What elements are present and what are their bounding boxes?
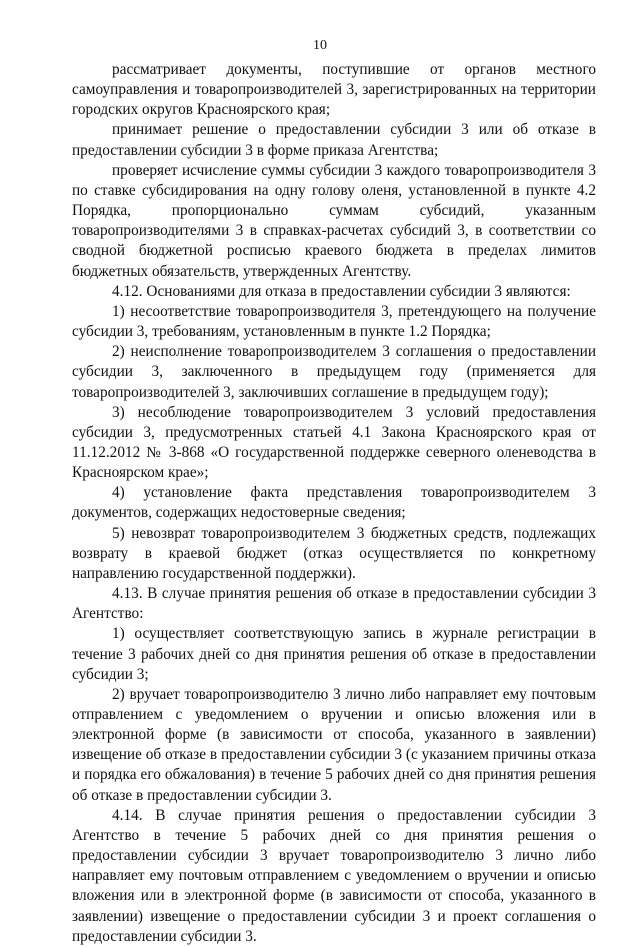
paragraph-decision: принимает решение о предоставлении субсидии 3 или об отказе в предоставлении субсидии 3 в форме приказа Агентства; [72,121,596,159]
paragraph-refusal-reason-2: 2) неисполнение товаропроизводителем 3 соглашения о предоставлении субсидии 3, заключенного в предыдущем году (применяется для товаропроизводителей 3, заключивших соглашение в предыдущем году); [72,343,596,401]
paragraph-refusal-reason-5: 5) невозврат товаропроизводителем 3 бюджетных средств, подлежащих возврату в краевой бюджет (отказ осуществляется по конкретному направлению государственной поддержки). [72,524,596,582]
paragraph-refusal-reason-1: 1) несоответствие товаропроизводителя 3, претендующего на получение субсидии 3, требованиям, установленным в пункте 1.2 Порядка; [72,302,596,341]
paragraph-refusal-reason-4: 4) установление факта представления товаропроизводителем 3 документов, содержащих недостоверные сведения; [72,484,596,522]
page-number: 10 [313,38,327,53]
paragraph-4-14: 4.14. В случае принятия решения о предоставлении субсидии 3 Агентство в течение 5 рабочих дней со дня принятия решения о предоставлении субсидии 3 вручает товаропроизводителю 3 лично либо направляет ему почтовым отправлением с уведомлением о вручении и описью вложения или в электронной форме (в зависимости от способа, указанного в заявлении) извещение о предоставлении субсидии 3 и проект соглашения о предоставлении субсидии 3. [72,806,596,945]
paragraph-4-13-heading: 4.13. В случае принятия решения об отказе в предоставлении субсидии 3 Агентство: [72,585,596,623]
paragraph-review-documents: рассматривает документы, поступившие от органов местного самоуправления и товаропроизводителей 3, зарегистрированных на территории городских округов Красноярского края; [72,61,596,119]
document-body [72,60,596,947]
paragraph-refusal-action-1: 1) осуществляет соответствующую запись в журнале регистрации в течение 3 рабочих дней со дня принятия решения об отказе в предоставлении субсидии 3; [72,625,596,683]
paragraph-refusal-action-2: 2) вручает товаропроизводителю 3 лично либо направляет ему почтовым отправлением с уведомлением о вручении и описью вложения или в электронной форме (в зависимости от способа, указанного в заявлении) извещение об отказе в предоставлении субсидии 3 (с указанием причины отказа и порядка его обжалования) в течение 5 рабочих дней со дня принятия решения об отказе в предоставлении субсидии 3. [72,685,596,804]
paragraph-4-12-heading: 4.12. Основаниями для отказа в предоставлении субсидии 3 являются: [112,282,571,300]
paragraph-check-calculation: проверяет исчисление суммы субсидии 3 каждого товаропроизводителя 3 по ставке субсидирования на одну голову оленя, установленной в пункте 4.2 Порядка, пропорционально суммам субсидий, указанным товаропроизводителями 3 в справках-расчетах субсидий 3, в соответствии со сводной бюджетной росписью краевого бюджета в пределах лимитов бюджетных обязательств, утвержденных Агентству. [72,161,596,280]
paragraph-refusal-reason-3: 3) несоблюдение товаропроизводителем 3 условий предоставления субсидии 3, предусмотренных статьей 4.1 Закона Красноярского края от 11.12.2012 № 3-868 «О государственной поддержке северного оленеводства в Красноярском крае»; [72,403,596,482]
